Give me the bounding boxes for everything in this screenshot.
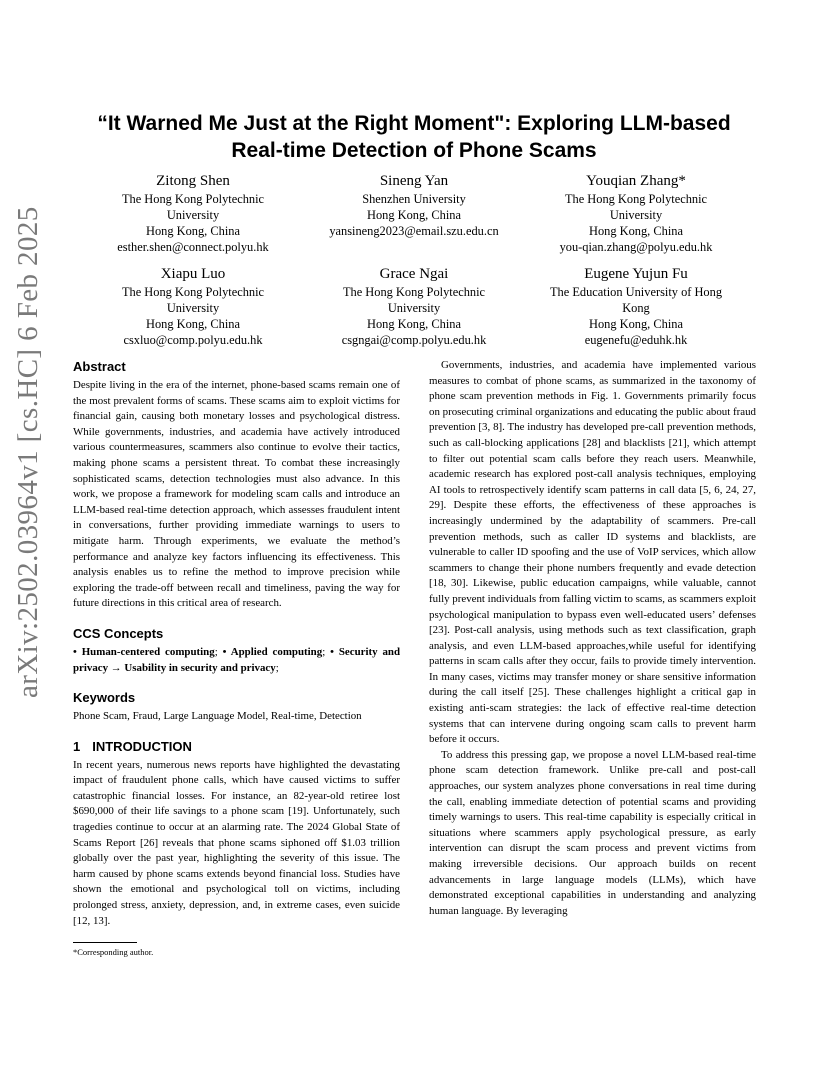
paper-title <box>72 110 756 164</box>
author-name: Sineng Yan <box>379 173 449 189</box>
section-title: INTRODUCTION <box>92 738 192 754</box>
author-name: Xiapu Luo <box>160 266 226 282</box>
author-email: csgngai@comp.polyu.edu.hk <box>341 333 487 347</box>
ccs-concepts: • Human-centered computing; • Applied computing; • Security and privacy → Usability in security and privacy; <box>73 645 401 674</box>
author-affiliation-cont: University <box>166 301 220 315</box>
intro-paragraph-2: Governments, industries, and academia have implemented various measures to combat of phone scams, as summarized in the taxonomy of phone scam prevention methods in Fig. 1. Governments primarily focus on prosecuting criminal organizations and educating the public about fraud prevention [3, 8]. The industry has developed pre-call prevention methods, such as call-blocking applications [28] and blacklists [21], which attempt to filter out potential scam calls before they reach users. Meanwhile, academic research has explored post-call analysis techniques, employing AI tools to retrospectively identify scam patterns in call data [5, 6, 24, 27, 29]. Despite these efforts, the effectiveness of these approaches is increasingly undermined by the adaptability of scammers. Pre-call prevention methods, such as caller ID systems and blacklists, are vulnerable to caller ID spoofing and the use of VoIP services, which allow scammers to change their phone numbers frequently and evade detection [18, 30]. Likewise, public education campaigns, while valuable, cannot fully prevent individuals from falling victim to scams, as scammers exploit psychological manipulation to bypass even well-educated users’ defenses [23]. Post-call analysis, using methods such as text classification, graph analysis, and even LLM-based approaches,while useful for identifying patterns in scam calls after they occur, fails to provide timely intervention. In many cases, victims may transfer money or share sensitive information during the call itself [25]. These challenges highlight a critical gap in existing anti-scam strategies: the lack of effective real-time detection systems that can intervene during ongoing scam calls to prevent harm before it occurs. <box>429 359 756 746</box>
author-affiliation-cont: University <box>609 208 663 222</box>
ccs-concept: • Human-centered computing <box>73 645 215 658</box>
author-location: Hong Kong, China <box>589 224 683 238</box>
author-block <box>78 172 308 255</box>
author-email: esther.shen@connect.polyu.hk <box>117 240 269 254</box>
section-number: 1 <box>73 738 81 754</box>
footnote: *Corresponding author. <box>73 947 154 957</box>
author-email: csxluo@comp.polyu.edu.hk <box>123 333 263 347</box>
author-affiliation: The Hong Kong Polytechnic <box>342 285 486 299</box>
author-location: Hong Kong, China <box>367 208 461 222</box>
intro-paragraph-3: To address this pressing gap, we propose a novel LLM-based real-time phone scam detection framework. Unlike pre-call and post-call approaches, our system analyzes phone conversations in real time during the call, enabling immediate detection of potential scams and providing timely warnings to users. This real-time capability is especially critical in situations where scammers apply psychological pressure, as early intervention can disrupt the scam process and prevent victims from making irreversible decisions. Our approach builds on recent advancements in large language models (LLMs), which have demonstrated exceptional capabilities in understanding and analyzing human language. By leveraging <box>429 748 756 917</box>
author-affiliation: The Hong Kong Polytechnic <box>564 192 708 206</box>
author-email: eugenefu@eduhk.hk <box>584 333 688 347</box>
keywords-text: Phone Scam, Fraud, Large Language Model, Real-time, Detection <box>73 710 362 723</box>
author-name: Zitong Shen <box>156 173 230 189</box>
author-location: Hong Kong, China <box>146 224 240 238</box>
author-location: Hong Kong, China <box>367 317 461 331</box>
author-affiliation-cont: University <box>166 208 220 222</box>
abstract-text: Despite living in the era of the internet, phone-based scams remain one of the most prevalent forms of scams. These scams aim to exploit victims for financial gain, causing both monetary losses and psychological distress. While governments, industries, and academia have actively introduced various countermeasures, scammers also continue to evolve their tactics, making phone scams a persistent threat. To combat these increasingly sophisticated scams, detection technologies must also advance. In this work, we propose a framework for modeling scam calls and introduce an LLM-based real-time detection approach, which assesses fraudulent intent in conversations, further providing immediate warnings to users to mitigate harm. Through experiments, we evaluate the method’s performance and analyze key factors influencing its effectiveness. This analysis enables us to refine the method to improve precision while exploring the trade-off between recall and timeliness, paving the way for future directions in this critical area of research. <box>73 379 400 610</box>
author-affiliation-cont: Kong <box>622 301 650 315</box>
author-affiliation: The Hong Kong Polytechnic <box>121 192 265 206</box>
author-affiliation: Shenzhen University <box>362 192 466 206</box>
author-block <box>299 265 529 348</box>
author-email: you-qian.zhang@polyu.edu.hk <box>559 240 713 254</box>
title-line-2: Real-time Detection of Phone Scams <box>231 139 597 162</box>
title-line-1: “It Warned Me Just at the Right Moment": Exploring LLM-based <box>97 112 731 135</box>
author-block <box>521 172 751 255</box>
ccs-heading: CCS Concepts <box>73 625 164 641</box>
author-affiliation: The Education University of Hong <box>549 285 723 299</box>
author-affiliation: The Hong Kong Polytechnic <box>121 285 265 299</box>
author-block <box>299 172 529 239</box>
author-name: Grace Ngai <box>379 266 449 282</box>
author-email: yansineng2023@email.szu.edu.cn <box>329 224 499 238</box>
keywords-heading: Keywords <box>73 690 136 706</box>
author-affiliation-cont: University <box>387 301 441 315</box>
intro-heading <box>73 738 400 756</box>
author-location: Hong Kong, China <box>589 317 683 331</box>
intro-paragraph-1: In recent years, numerous news reports have highlighted the devastating impact of fraudulent phone calls, which have caused victims to suffer catastrophic financial losses. For instance, an 82-year-old retiree lost $690,000 of their life savings to a phone scam [19]. Unfortunately, such tragedies continue to occur at an alarming rate. The 2024 Global State of Scams Report [26] reveals that phone scams siphoned off $1.03 trillion globally over the past year, highlighting the severity of this issue. The harm caused by phone scams extends beyond financial loss. Studies have shown the emotional and psychological toll on victims, including prolonged stress, anxiety, depression, and, in extreme cases, even suicide [12, 13]. <box>73 758 400 927</box>
author-location: Hong Kong, China <box>146 317 240 331</box>
author-name: Eugene Yujun Fu <box>584 266 688 282</box>
ccs-concept: • Applied computing <box>222 645 323 658</box>
left-column <box>73 358 400 929</box>
author-block <box>78 265 308 348</box>
abstract-heading: Abstract <box>73 359 126 374</box>
author-name: Youqian Zhang* <box>586 173 686 189</box>
right-column <box>429 358 756 919</box>
footnote-divider <box>73 942 137 943</box>
arxiv-identifier: arXiv:2502.03964v1 [cs.HC] 6 Feb 2025 <box>12 206 44 698</box>
ccs-concept: • Security and privacy → Usability in security and privacy <box>73 645 401 674</box>
author-block <box>521 265 751 348</box>
